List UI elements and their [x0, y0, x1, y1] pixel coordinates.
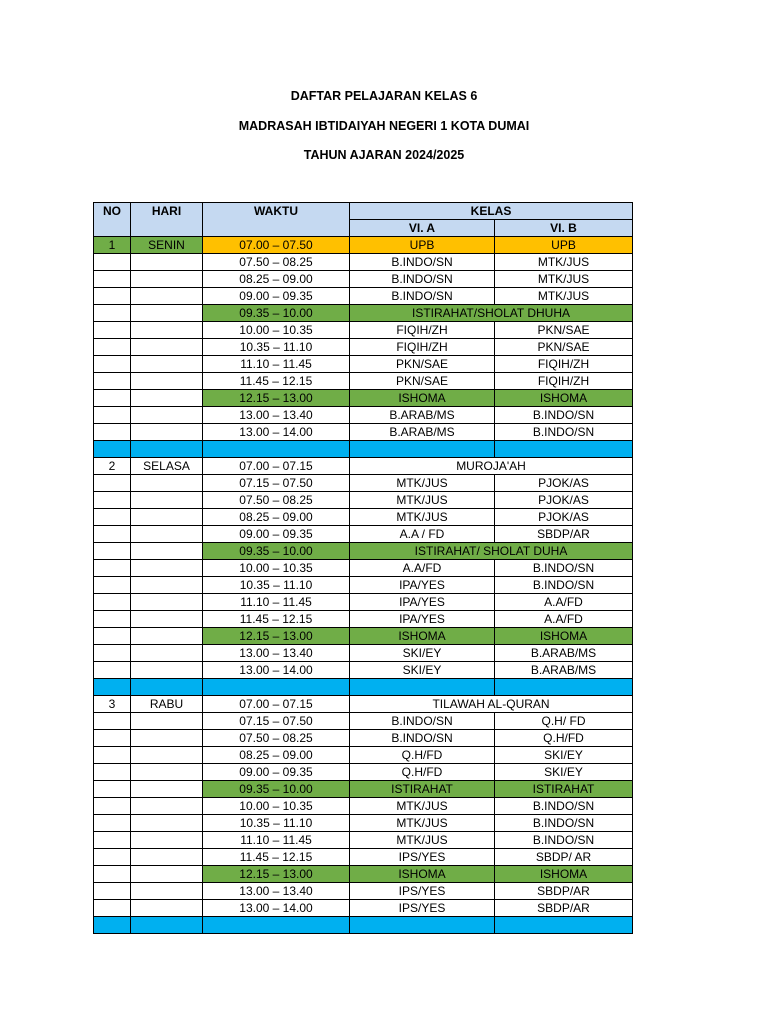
schedule-row: [94, 577, 633, 594]
time-cell: 09.35 – 10.00: [203, 781, 350, 798]
day-name-cell: [131, 662, 203, 679]
header-kelas: KELAS: [350, 203, 633, 220]
day-number-cell: [94, 764, 131, 781]
day-number-cell: [94, 373, 131, 390]
schedule-row: [94, 611, 633, 628]
class-b-cell: PJOK/AS: [495, 475, 633, 492]
day-name-cell: [131, 645, 203, 662]
time-cell: 13.00 – 14.00: [203, 662, 350, 679]
schedule-row: [94, 560, 633, 577]
day-number-cell: [94, 254, 131, 271]
separator-cell: [94, 917, 131, 934]
day-name-cell: [131, 543, 203, 560]
time-cell: 08.25 – 09.00: [203, 509, 350, 526]
day-name-cell: [131, 305, 203, 322]
day-number-cell: [94, 509, 131, 526]
class-a-cell: FIQIH/ZH: [350, 322, 495, 339]
separator-cell: [131, 679, 203, 696]
both-classes-cell: TILAWAH AL-QURAN: [350, 696, 633, 713]
class-a-cell: A.A/FD: [350, 560, 495, 577]
class-b-cell: ISHOMA: [495, 866, 633, 883]
separator-cell: [350, 441, 495, 458]
both-classes-cell: ISTIRAHAT/SHOLAT DHUHA: [350, 305, 633, 322]
school-name: MADRASAH IBTIDAIYAH NEGERI 1 KOTA DUMAI: [238, 119, 530, 133]
time-cell: 10.00 – 10.35: [203, 560, 350, 577]
class-a-cell: B.INDO/SN: [350, 713, 495, 730]
day-name-cell: [131, 577, 203, 594]
time-cell: 09.00 – 09.35: [203, 288, 350, 305]
class-a-cell: B.INDO/SN: [350, 271, 495, 288]
class-a-cell: PKN/SAE: [350, 373, 495, 390]
time-cell: 07.15 – 07.50: [203, 475, 350, 492]
day-number-cell: [94, 560, 131, 577]
schedule-row: [94, 254, 633, 271]
class-b-cell: PKN/SAE: [495, 339, 633, 356]
schedule-row: [94, 645, 633, 662]
class-b-cell: B.INDO/SN: [495, 560, 633, 577]
class-b-cell: B.ARAB/MS: [495, 645, 633, 662]
time-cell: 10.35 – 11.10: [203, 577, 350, 594]
day-number-cell: [94, 849, 131, 866]
class-b-cell: MTK/JUS: [495, 271, 633, 288]
day-name-cell: [131, 815, 203, 832]
schedule-row: [94, 764, 633, 781]
class-a-cell: A.A / FD: [350, 526, 495, 543]
day-name-cell: [131, 594, 203, 611]
class-b-cell: SKI/EY: [495, 747, 633, 764]
separator-cell: [131, 917, 203, 934]
class-b-cell: Q.H/FD: [495, 730, 633, 747]
class-a-cell: MTK/JUS: [350, 475, 495, 492]
class-a-cell: MTK/JUS: [350, 798, 495, 815]
schedule-row: [94, 407, 633, 424]
time-cell: 13.00 – 13.40: [203, 883, 350, 900]
day-number-cell: [94, 271, 131, 288]
day-number-cell: 1: [94, 237, 131, 254]
day-name-cell: [131, 322, 203, 339]
day-number-cell: [94, 781, 131, 798]
day-number-cell: [94, 662, 131, 679]
class-b-cell: ISTIRAHAT: [495, 781, 633, 798]
both-classes-cell: MUROJA'AH: [350, 458, 633, 475]
class-b-cell: PKN/SAE: [495, 322, 633, 339]
table-body: [94, 237, 633, 934]
class-b-cell: SBDP/AR: [495, 883, 633, 900]
class-b-cell: B.INDO/SN: [495, 407, 633, 424]
day-number-cell: 2: [94, 458, 131, 475]
day-name-cell: [131, 271, 203, 288]
class-b-cell: B.INDO/SN: [495, 577, 633, 594]
day-number-cell: [94, 475, 131, 492]
day-number-cell: [94, 730, 131, 747]
time-cell: 07.50 – 08.25: [203, 730, 350, 747]
schedule-row: [94, 798, 633, 815]
day-number-cell: [94, 866, 131, 883]
day-number-cell: [94, 577, 131, 594]
schedule-table: [93, 202, 633, 934]
time-cell: 07.15 – 07.50: [203, 713, 350, 730]
day-name-cell: [131, 730, 203, 747]
class-b-cell: MTK/JUS: [495, 288, 633, 305]
separator-cell: [94, 441, 131, 458]
time-cell: 11.45 – 12.15: [203, 373, 350, 390]
header-waktu: WAKTU: [203, 203, 350, 237]
day-name-cell: [131, 747, 203, 764]
header-class-a: VI. A: [350, 220, 495, 237]
schedule-row: [94, 492, 633, 509]
class-a-cell: ISTIRAHAT: [350, 781, 495, 798]
day-name-cell: [131, 628, 203, 645]
day-name-cell: [131, 254, 203, 271]
schedule-row: [94, 475, 633, 492]
day-number-cell: [94, 798, 131, 815]
day-separator-row: [94, 679, 633, 696]
day-number-cell: [94, 611, 131, 628]
both-classes-cell: ISTIRAHAT/ SHOLAT DUHA: [350, 543, 633, 560]
schedule-row: [94, 662, 633, 679]
day-name-cell: [131, 900, 203, 917]
table-header: [94, 203, 633, 237]
class-b-cell: ISHOMA: [495, 628, 633, 645]
day-name-cell: [131, 390, 203, 407]
class-b-cell: FIQIH/ZH: [495, 373, 633, 390]
day-number-cell: [94, 356, 131, 373]
time-cell: 12.15 – 13.00: [203, 866, 350, 883]
class-a-cell: UPB: [350, 237, 495, 254]
schedule-row: [94, 849, 633, 866]
schedule-row: [94, 713, 633, 730]
class-a-cell: ISHOMA: [350, 628, 495, 645]
class-a-cell: IPS/YES: [350, 849, 495, 866]
class-a-cell: MTK/JUS: [350, 492, 495, 509]
schedule-row: [94, 509, 633, 526]
separator-cell: [203, 917, 350, 934]
schedule-row: [94, 458, 633, 475]
schedule-row: [94, 543, 633, 560]
time-cell: 11.10 – 11.45: [203, 356, 350, 373]
class-a-cell: IPA/YES: [350, 594, 495, 611]
class-a-cell: B.INDO/SN: [350, 730, 495, 747]
class-a-cell: B.INDO/SN: [350, 254, 495, 271]
schedule-row: [94, 594, 633, 611]
class-b-cell: PJOK/AS: [495, 492, 633, 509]
class-a-cell: ISHOMA: [350, 390, 495, 407]
day-name-cell: [131, 866, 203, 883]
header-hari: HARI: [131, 203, 203, 237]
schedule-row: [94, 424, 633, 441]
schedule-row: [94, 526, 633, 543]
day-name-cell: [131, 373, 203, 390]
time-cell: 07.50 – 08.25: [203, 254, 350, 271]
schedule-row: [94, 373, 633, 390]
separator-cell: [94, 679, 131, 696]
day-name-cell: [131, 288, 203, 305]
schedule-row: [94, 356, 633, 373]
time-cell: 11.45 – 12.15: [203, 611, 350, 628]
class-b-cell: SBDP/AR: [495, 900, 633, 917]
schedule-row: [94, 288, 633, 305]
class-a-cell: PKN/SAE: [350, 356, 495, 373]
time-cell: 12.15 – 13.00: [203, 390, 350, 407]
time-cell: 07.00 – 07.15: [203, 458, 350, 475]
day-number-cell: [94, 747, 131, 764]
header-no: NO: [94, 203, 131, 237]
schedule-row: [94, 730, 633, 747]
class-b-cell: SBDP/ AR: [495, 849, 633, 866]
separator-cell: [350, 679, 495, 696]
class-a-cell: B.ARAB/MS: [350, 407, 495, 424]
day-number-cell: [94, 305, 131, 322]
schedule-row: [94, 696, 633, 713]
class-b-cell: MTK/JUS: [495, 254, 633, 271]
class-b-cell: B.ARAB/MS: [495, 662, 633, 679]
class-b-cell: A.A/FD: [495, 611, 633, 628]
class-b-cell: A.A/FD: [495, 594, 633, 611]
day-name-cell: SENIN: [131, 237, 203, 254]
day-number-cell: [94, 713, 131, 730]
time-cell: 13.00 – 13.40: [203, 407, 350, 424]
day-number-cell: [94, 815, 131, 832]
day-number-cell: [94, 543, 131, 560]
schedule-row: [94, 747, 633, 764]
day-number-cell: [94, 526, 131, 543]
separator-cell: [131, 441, 203, 458]
schedule-row: [94, 237, 633, 254]
day-name-cell: [131, 713, 203, 730]
day-name-cell: [131, 849, 203, 866]
class-b-cell: B.INDO/SN: [495, 424, 633, 441]
time-cell: 13.00 – 14.00: [203, 900, 350, 917]
day-name-cell: [131, 509, 203, 526]
day-number-cell: [94, 883, 131, 900]
class-b-cell: FIQIH/ZH: [495, 356, 633, 373]
separator-cell: [203, 679, 350, 696]
time-cell: 11.10 – 11.45: [203, 832, 350, 849]
class-a-cell: ISHOMA: [350, 866, 495, 883]
schedule-row: [94, 628, 633, 645]
day-name-cell: [131, 492, 203, 509]
class-a-cell: B.INDO/SN: [350, 288, 495, 305]
day-name-cell: SELASA: [131, 458, 203, 475]
day-number-cell: [94, 424, 131, 441]
class-b-cell: Q.H/ FD: [495, 713, 633, 730]
time-cell: 07.50 – 08.25: [203, 492, 350, 509]
time-cell: 10.00 – 10.35: [203, 322, 350, 339]
day-number-cell: [94, 339, 131, 356]
schedule-row: [94, 390, 633, 407]
schedule-row: [94, 832, 633, 849]
class-a-cell: MTK/JUS: [350, 832, 495, 849]
class-a-cell: MTK/JUS: [350, 509, 495, 526]
day-number-cell: [94, 322, 131, 339]
day-name-cell: [131, 339, 203, 356]
time-cell: 13.00 – 13.40: [203, 645, 350, 662]
day-number-cell: [94, 492, 131, 509]
separator-cell: [203, 441, 350, 458]
day-name-cell: [131, 526, 203, 543]
day-number-cell: [94, 594, 131, 611]
day-name-cell: [131, 407, 203, 424]
header-class-b: VI. B: [495, 220, 633, 237]
time-cell: 10.35 – 11.10: [203, 815, 350, 832]
class-b-cell: SBDP/AR: [495, 526, 633, 543]
time-cell: 10.35 – 11.10: [203, 339, 350, 356]
day-number-cell: [94, 407, 131, 424]
day-name-cell: [131, 611, 203, 628]
day-name-cell: RABU: [131, 696, 203, 713]
class-b-cell: UPB: [495, 237, 633, 254]
class-a-cell: IPS/YES: [350, 883, 495, 900]
class-a-cell: SKI/EY: [350, 662, 495, 679]
separator-cell: [495, 679, 633, 696]
time-cell: 09.35 – 10.00: [203, 543, 350, 560]
document-title: DAFTAR PELAJARAN KELAS 6: [290, 89, 478, 103]
schedule-row: [94, 339, 633, 356]
day-name-cell: [131, 764, 203, 781]
day-number-cell: [94, 288, 131, 305]
day-name-cell: [131, 356, 203, 373]
day-name-cell: [131, 424, 203, 441]
schedule-row: [94, 900, 633, 917]
separator-cell: [350, 917, 495, 934]
day-number-cell: [94, 645, 131, 662]
class-a-cell: IPA/YES: [350, 577, 495, 594]
day-number-cell: [94, 390, 131, 407]
day-name-cell: [131, 832, 203, 849]
class-b-cell: B.INDO/SN: [495, 815, 633, 832]
day-number-cell: [94, 628, 131, 645]
day-name-cell: [131, 475, 203, 492]
time-cell: 09.35 – 10.00: [203, 305, 350, 322]
class-a-cell: SKI/EY: [350, 645, 495, 662]
class-a-cell: Q.H/FD: [350, 747, 495, 764]
time-cell: 08.25 – 09.00: [203, 271, 350, 288]
day-name-cell: [131, 560, 203, 577]
separator-cell: [495, 917, 633, 934]
separator-cell: [495, 441, 633, 458]
class-a-cell: Q.H/FD: [350, 764, 495, 781]
class-b-cell: B.INDO/SN: [495, 832, 633, 849]
schedule-row: [94, 883, 633, 900]
schedule-row: [94, 322, 633, 339]
day-name-cell: [131, 798, 203, 815]
time-cell: 09.00 – 09.35: [203, 764, 350, 781]
class-a-cell: B.ARAB/MS: [350, 424, 495, 441]
class-a-cell: FIQIH/ZH: [350, 339, 495, 356]
class-b-cell: SKI/EY: [495, 764, 633, 781]
class-a-cell: IPS/YES: [350, 900, 495, 917]
day-number-cell: [94, 832, 131, 849]
class-b-cell: ISHOMA: [495, 390, 633, 407]
time-cell: 10.00 – 10.35: [203, 798, 350, 815]
time-cell: 12.15 – 13.00: [203, 628, 350, 645]
class-a-cell: IPA/YES: [350, 611, 495, 628]
time-cell: 07.00 – 07.50: [203, 237, 350, 254]
academic-year: TAHUN AJARAN 2024/2025: [303, 148, 465, 162]
time-cell: 11.10 – 11.45: [203, 594, 350, 611]
schedule-row: [94, 781, 633, 798]
schedule-row: [94, 815, 633, 832]
day-separator-row: [94, 917, 633, 934]
day-number-cell: [94, 900, 131, 917]
header-row: [94, 203, 633, 220]
day-name-cell: [131, 883, 203, 900]
time-cell: 08.25 – 09.00: [203, 747, 350, 764]
class-b-cell: PJOK/AS: [495, 509, 633, 526]
time-cell: 13.00 – 14.00: [203, 424, 350, 441]
class-b-cell: B.INDO/SN: [495, 798, 633, 815]
day-name-cell: [131, 781, 203, 798]
time-cell: 09.00 – 09.35: [203, 526, 350, 543]
class-a-cell: MTK/JUS: [350, 815, 495, 832]
day-number-cell: 3: [94, 696, 131, 713]
day-separator-row: [94, 441, 633, 458]
time-cell: 07.00 – 07.15: [203, 696, 350, 713]
time-cell: 11.45 – 12.15: [203, 849, 350, 866]
schedule-row: [94, 866, 633, 883]
schedule-row: [94, 271, 633, 288]
schedule-row: [94, 305, 633, 322]
